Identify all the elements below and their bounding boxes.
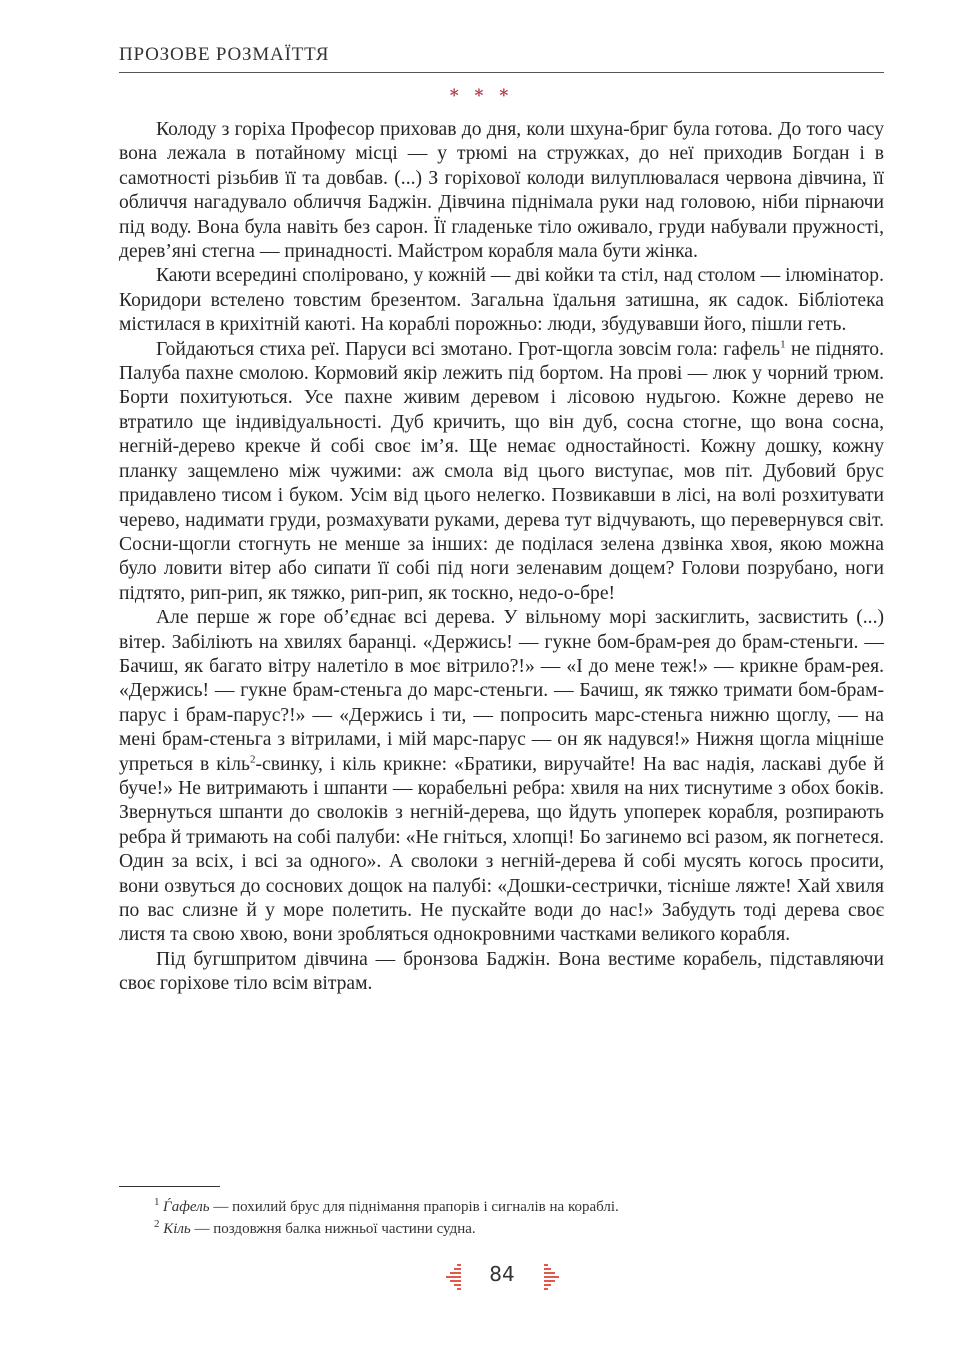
footnote-1 — [154, 1196, 619, 1218]
running-header: ПРОЗОВЕ РОЗМАЇТТЯ — [119, 44, 330, 65]
paragraph-3-part-2: не піднято. Палуба пахне смолою. Кормовий якір лежить під бортом. На прові — люк у чорний трюм. Борти похитуються. Усе пахне живим деревом і лісовою нудьгою. Кожне дерево не втратило ще індивідуальності. Дуб кричить, що він дуб, сосна стогне, що вона сосна, негній-дерево крекче й собі своє ім’я. Ще немає одностайності. Кожну дошку, кожну планку защемлено між чужими: аж смола від цього виступає, мов піт. Дубовий брус придавлено тисом і буком. Усім від цього нелегко. Позвикавши в лісі, на волі розхитувати черево, надимати груди, розмахувати руками, дерева тут відчувають, що перевернувся світ. Сосни-щогли стогнуть не менше за інших: де поділася зелена дзвінка хвоя, якою можна було ловити вітер або сипати її собі під ноги зеленавим дощем? Голови позрубано, ноги підтято, рип-рип, як тяжко, рип-рип, як тоскно, недо-о-бре! — [119, 338, 884, 604]
right-striped-arrow-icon — [542, 1262, 562, 1292]
header-divider — [119, 72, 884, 73]
paragraph-3-part-1: Гойдаються стиха реї. Паруси всі змотано. Грот-щогла зовсім гола: гафель — [156, 338, 781, 360]
footnote-ref-2[interactable]: 2 — [249, 753, 256, 766]
footnote-2-text: — поздовжня балка нижньої частини судна. — [190, 1221, 476, 1237]
footnote-1-term: Ѓафель — [163, 1199, 210, 1215]
body-text — [119, 118, 884, 997]
paragraph-5: Під бугшпритом дівчина — бронзова Баджін. Вона вестиме корабель, підставляючи своє горіхове тіло всім вітрам. — [119, 948, 884, 995]
left-striped-arrow-icon — [443, 1262, 463, 1292]
footnote-divider — [119, 1186, 220, 1187]
paragraph-1: Колоду з горіха Професор приховав до дня, коли шхуна-бриг була готова. До того часу вона лежала в потайному місці — у трюмі на стружках, до неї приходив Богдан і в самотності різьбив її та довбав. (...) З горіхової колоди вилуплювалася червона дівчина, її обличчя нагадувало обличчя Баджін. Дівчина піднімала руки над головою, ніби пірнаючи під воду. Вона була навіть без сарон. Її гладеньке тіло оживало, груди набували пружності, дерев’яні стегна — принадності. Майстром корабля мала бути жінка. — [119, 119, 884, 263]
footnote-1-text: — похилий брус для піднімання прапорів і сигналів на кораблі. — [209, 1199, 619, 1215]
footnote-ref-1[interactable]: 1 — [780, 338, 786, 351]
section-separator: * * * — [449, 86, 514, 106]
footnote-1-mark: 1 — [154, 1196, 160, 1208]
paragraph-2: Каюти всередині споліровано, у кожній — дві койки та стіл, над столом — ілюмінатор. Коридори встелено товстим брезентом. Загальна їдальня затишна, як садок. Бібліотека містилася в крихітній каюті. На кораблі порожньо: люди, збудувавши його, пішли геть. — [119, 265, 884, 336]
footnote-2 — [154, 1218, 619, 1240]
paragraph-4-part-2: -свинку, і кіль крикне: «Братики, виручайте! На вас надія, ласкаві дубе й буче!» Не витримають і шпанти — корабельні ребра: хвиля на них тиснутиме з обох боків. Звернуться шпанти до сволоків з негній-дерева, що йдуть упоперек корабля, розпирають ребра й тримають на собі палуби: «Не гніться, хлопці! Бо загинемо всі разом, як погнетеся. Один за всіх, і всі за одного». А сволоки з негній-дерева й собі мусять когось просити, вони озвуться до соснових дощок на палубі: «Дошки-сестрички, тісніше ляжте! Хай хвиля по вас слизне й у море полетить. Не пускайте води до нас!» Забудуть тоді дерева своє листя та свою хвою, вони зробляться однокровними частками великого корабля. — [119, 753, 884, 946]
footnote-2-term: Кіль — [163, 1221, 191, 1237]
paragraph-4-part-1: Але перше ж горе об’єднає всі дерева. У вільному морі заскиглить, засвистить (...) вітер. Забіліють на хвилях баранці. «Держись! — гукне бом-брам-рея до брам-стеньги. — Бачиш, як багато вітру налетіло в моє вітрило?!» — «І до мене теж!» — крикне брам-рея. «Держись! — гукне брам-стеньга до марс-стеньги. — Бачиш, як тяжко тримати бом-брам-парус і брам-парус?!» — «Держись і ти, — попросить марс-стеньга нижню щоглу, — на мені брам-стеньга з вітрилами, і мій марс-парус — он як надувся!» Нижня щогла міцніше упреться в кіль — [119, 607, 884, 775]
paragraph-3 — [119, 338, 884, 606]
page-footer — [0, 1260, 963, 1292]
page-number: 84 — [489, 1262, 515, 1286]
footnote-2-mark: 2 — [154, 1218, 160, 1230]
paragraph-4 — [119, 606, 884, 948]
footnotes — [154, 1196, 619, 1240]
